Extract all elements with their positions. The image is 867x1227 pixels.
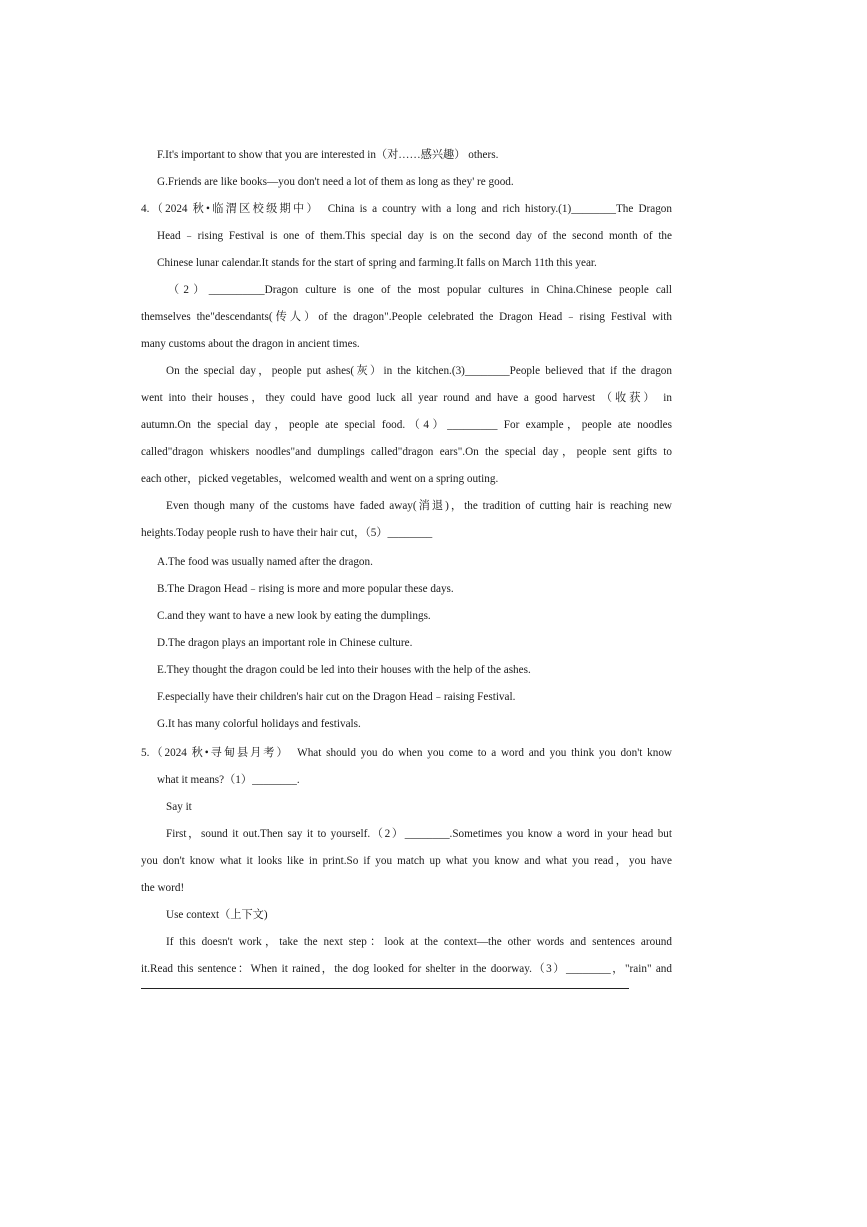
- q4-line-12: Even though many of the customs have faded away(消退)，the tradition of cutting hair is reaching new: [166, 500, 672, 512]
- q5-line-9: it.Read this sentence：When it rained，the dog looked for shelter in the doorway.（3）________，"rain" and: [141, 963, 672, 975]
- q4-line-9: autumn.On the special day，people ate special food.（4）_________ For example，people ate noodles: [141, 419, 672, 431]
- q4-line-7: On the special day，people put ashes(灰）in the kitchen.(3)________People believed that if the dragon: [166, 365, 672, 377]
- q4-line-6: many customs about the dragon in ancient times.: [141, 338, 360, 350]
- q5-line-6: the word!: [141, 882, 185, 894]
- q4-line-10: called"dragon whiskers noodles"and dumplings called"dragon ears".On the special day，people sent gifts to: [141, 446, 672, 458]
- q4-line-3: Chinese lunar calendar.It stands for the start of spring and farming.It falls on March 11th this year.: [157, 257, 597, 269]
- q4-option-e: E.They thought the dragon could be led into their houses with the help of the ashes.: [157, 664, 531, 676]
- page-bottom-rule: [141, 988, 629, 989]
- q4-line-2: Head﹣rising Festival is one of them.This special day is on the second day of the second month of the: [157, 230, 672, 242]
- q5-line-8: If this doesn't work，take the next step：look at the context—the other words and sentences around: [166, 936, 672, 948]
- q4-option-d: D.The dragon plays an important role in Chinese culture.: [157, 637, 413, 649]
- q4-line-1: 4.（2024 秋•临渭区校级期中） China is a country with a long and rich history.(1)________The Dragon: [141, 203, 672, 215]
- q4-line-8: went into their houses，they could have good luck all year round and have a good harvest （收获） in: [141, 392, 672, 404]
- q4-option-f: F.especially have their children's hair cut on the Dragon Head﹣raising Festival.: [157, 691, 516, 703]
- q5-line-5: you don't know what it looks like in print.So if you match up what you know and what you read，you have: [141, 855, 672, 867]
- q5-line-4: First，sound it out.Then say it to yourself.（2）________.Sometimes you know a word in your head but: [166, 828, 672, 840]
- q4-option-b: B.The Dragon Head﹣rising is more and more popular these days.: [157, 583, 454, 595]
- prev-option-f: F.It's important to show that you are interested in（对……感兴趣） others.: [157, 149, 499, 161]
- q4-option-a: A.The food was usually named after the dragon.: [157, 556, 373, 568]
- q5-subheading-say-it: Say it: [166, 801, 192, 813]
- q4-option-g: G.It has many colorful holidays and festivals.: [157, 718, 361, 730]
- prev-option-g: G.Friends are like books—you don't need a lot of them as long as they' re good.: [157, 176, 514, 188]
- q4-line-5: themselves the"descendants(传人）of the dragon".People celebrated the Dragon Head﹣rising Festival with: [141, 311, 672, 323]
- q5-line-1: 5.（2024 秋•寻甸县月考） What should you do when you come to a word and you think you don't know: [141, 747, 672, 759]
- q5-line-2: what it means?（1）________.: [157, 774, 300, 786]
- q4-line-4: （2）__________Dragon culture is one of the most popular cultures in China.Chinese people call: [168, 284, 672, 296]
- q4-line-11: each other，picked vegetables，welcomed wealth and went on a spring outing.: [141, 473, 499, 485]
- q5-subheading-use-context: Use context（上下文): [166, 909, 268, 921]
- q4-option-c: C.and they want to have a new look by eating the dumplings.: [157, 610, 431, 622]
- q4-line-13: heights.Today people rush to have their hair cut，（5）________: [141, 527, 433, 539]
